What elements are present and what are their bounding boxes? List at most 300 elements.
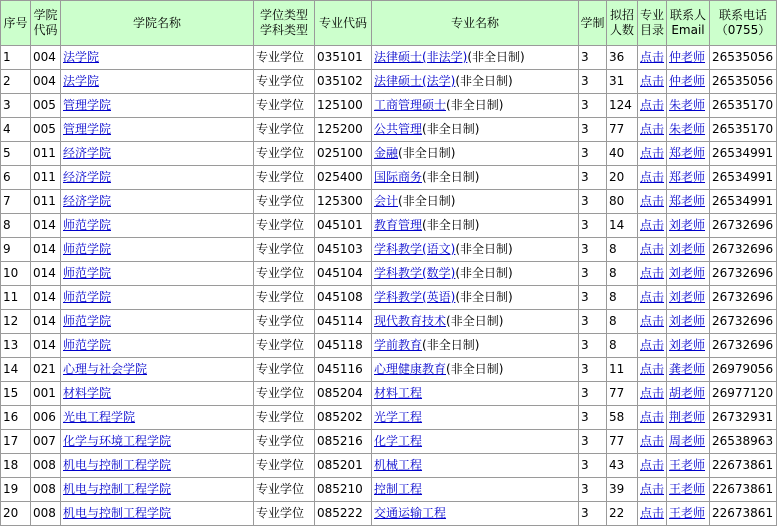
table-row — [1, 166, 777, 190]
major-link[interactable]: 交通运输工程 — [374, 506, 447, 520]
row-phone: 26535056 — [710, 70, 777, 94]
row-major-name-cell — [372, 454, 579, 478]
row-major-name-cell — [372, 358, 579, 382]
row-degree-type: 专业学位 — [254, 142, 315, 166]
table-row — [1, 334, 777, 358]
contact-email-link[interactable]: 王老师 — [669, 458, 706, 472]
table-row — [1, 118, 777, 142]
header-college-code-line2: 代码 — [33, 23, 58, 37]
row-contact-cell — [667, 502, 710, 526]
row-college-name-cell — [61, 70, 254, 94]
row-degree-type: 专业学位 — [254, 406, 315, 430]
row-catalog-cell — [638, 262, 667, 286]
major-note: (非全日制) — [455, 266, 513, 280]
row-major-code: 045116 — [315, 358, 372, 382]
header-contact-line1: 联系人 — [669, 8, 706, 22]
table-row — [1, 454, 777, 478]
row-major-name-cell — [372, 382, 579, 406]
row-catalog-cell — [638, 70, 667, 94]
row-phone: 26732696 — [710, 214, 777, 238]
row-no: 20 — [1, 502, 31, 526]
contact-email-link[interactable]: 周老师 — [669, 434, 706, 448]
college-link[interactable]: 师范学院 — [63, 218, 112, 232]
row-college-name-cell — [61, 430, 254, 454]
catalog-link[interactable]: 点击 — [640, 362, 665, 376]
row-no: 7 — [1, 190, 31, 214]
row-catalog-cell — [638, 118, 667, 142]
major-link[interactable]: 材料工程 — [374, 386, 423, 400]
contact-email-link[interactable]: 刘老师 — [669, 266, 706, 280]
header-no: 序号 — [1, 1, 31, 46]
major-link[interactable]: 教育管理 — [374, 218, 423, 232]
contact-email-link[interactable]: 王老师 — [669, 482, 706, 496]
contact-email-link[interactable]: 刘老师 — [669, 242, 706, 256]
row-major-name-cell — [372, 310, 579, 334]
row-phone: 22673861 — [710, 502, 777, 526]
major-link[interactable]: 法律硕士(法学) — [374, 74, 456, 88]
college-link[interactable]: 师范学院 — [63, 266, 112, 280]
row-no: 1 — [1, 46, 31, 70]
row-major-code: 045118 — [315, 334, 372, 358]
catalog-link[interactable]: 点击 — [640, 386, 665, 400]
row-contact-cell — [667, 190, 710, 214]
major-link[interactable]: 机械工程 — [374, 458, 423, 472]
row-enroll: 77 — [607, 118, 638, 142]
catalog-link[interactable]: 点击 — [640, 242, 665, 256]
row-years: 3 — [579, 70, 607, 94]
row-enroll: 58 — [607, 406, 638, 430]
catalog-link[interactable]: 点击 — [640, 338, 665, 352]
header-enroll-line2: 人数 — [609, 23, 634, 37]
row-enroll: 22 — [607, 502, 638, 526]
college-link[interactable]: 师范学院 — [63, 314, 112, 328]
catalog-link[interactable]: 点击 — [640, 410, 665, 424]
contact-email-link[interactable]: 荆老师 — [669, 410, 706, 424]
row-catalog-cell — [638, 406, 667, 430]
table-row — [1, 70, 777, 94]
header-college-code — [31, 1, 61, 46]
header-college-code-line1: 学院 — [33, 8, 58, 22]
row-no: 9 — [1, 238, 31, 262]
major-link[interactable]: 法律硕士(非法学) — [374, 50, 468, 64]
catalog-link[interactable]: 点击 — [640, 290, 665, 304]
row-major-code: 085216 — [315, 430, 372, 454]
contact-email-link[interactable]: 仲老师 — [669, 50, 706, 64]
row-catalog-cell — [638, 190, 667, 214]
college-link[interactable]: 经济学院 — [63, 170, 112, 184]
row-college-code: 001 — [31, 382, 61, 406]
row-no: 8 — [1, 214, 31, 238]
row-degree-type: 专业学位 — [254, 430, 315, 454]
row-years: 3 — [579, 430, 607, 454]
row-major-code: 035101 — [315, 46, 372, 70]
row-enroll: 14 — [607, 214, 638, 238]
row-college-code: 008 — [31, 502, 61, 526]
row-major-name-cell — [372, 214, 579, 238]
catalog-link[interactable]: 点击 — [640, 122, 665, 136]
row-major-code: 045108 — [315, 286, 372, 310]
row-degree-type: 专业学位 — [254, 286, 315, 310]
row-contact-cell — [667, 310, 710, 334]
header-enroll — [607, 1, 638, 46]
row-years: 3 — [579, 454, 607, 478]
row-major-code: 045103 — [315, 238, 372, 262]
header-major-code: 专业代码 — [315, 1, 372, 46]
row-no: 6 — [1, 166, 31, 190]
row-contact-cell — [667, 382, 710, 406]
contact-email-link[interactable]: 仲老师 — [669, 74, 706, 88]
college-link[interactable]: 机电与控制工程学院 — [63, 506, 172, 520]
row-college-name-cell — [61, 478, 254, 502]
row-contact-cell — [667, 406, 710, 430]
row-degree-type: 专业学位 — [254, 166, 315, 190]
catalog-link[interactable]: 点击 — [640, 98, 665, 112]
row-degree-type: 专业学位 — [254, 238, 315, 262]
college-link[interactable]: 法学院 — [63, 50, 100, 64]
table-row — [1, 214, 777, 238]
row-college-name-cell — [61, 214, 254, 238]
row-contact-cell — [667, 142, 710, 166]
row-degree-type: 专业学位 — [254, 118, 315, 142]
row-major-name-cell — [372, 478, 579, 502]
row-catalog-cell — [638, 142, 667, 166]
row-enroll: 124 — [607, 94, 638, 118]
row-contact-cell — [667, 358, 710, 382]
table-row — [1, 46, 777, 70]
row-college-code: 011 — [31, 142, 61, 166]
major-note: (非全日制) — [446, 362, 504, 376]
row-no: 18 — [1, 454, 31, 478]
contact-email-link[interactable]: 刘老师 — [669, 218, 706, 232]
row-years: 3 — [579, 478, 607, 502]
row-major-code: 025400 — [315, 166, 372, 190]
row-major-code: 085202 — [315, 406, 372, 430]
catalog-link[interactable]: 点击 — [640, 458, 665, 472]
row-degree-type: 专业学位 — [254, 478, 315, 502]
major-note: (非全日制) — [398, 194, 456, 208]
table-row — [1, 382, 777, 406]
row-major-code: 025100 — [315, 142, 372, 166]
row-enroll: 36 — [607, 46, 638, 70]
header-catalog-line1: 专业 — [639, 8, 664, 22]
catalog-link[interactable]: 点击 — [640, 50, 665, 64]
college-link[interactable]: 师范学院 — [63, 338, 112, 352]
major-link[interactable]: 学科教学(数学) — [374, 266, 456, 280]
row-contact-cell — [667, 334, 710, 358]
contact-email-link[interactable]: 刘老师 — [669, 314, 706, 328]
row-no: 16 — [1, 406, 31, 430]
row-college-code: 014 — [31, 310, 61, 334]
row-major-code: 085204 — [315, 382, 372, 406]
row-phone: 26979056 — [710, 358, 777, 382]
row-enroll: 8 — [607, 262, 638, 286]
row-years: 3 — [579, 262, 607, 286]
row-years: 3 — [579, 286, 607, 310]
row-enroll: 8 — [607, 238, 638, 262]
header-major-name: 专业名称 — [372, 1, 579, 46]
row-college-code: 014 — [31, 262, 61, 286]
row-college-code: 006 — [31, 406, 61, 430]
row-enroll: 77 — [607, 382, 638, 406]
row-no: 11 — [1, 286, 31, 310]
row-catalog-cell — [638, 46, 667, 70]
table-row — [1, 478, 777, 502]
college-link[interactable]: 师范学院 — [63, 242, 112, 256]
major-note: (非全日制) — [422, 170, 480, 184]
table-header — [1, 1, 777, 46]
major-link[interactable]: 公共管理 — [374, 122, 423, 136]
row-major-name-cell — [372, 94, 579, 118]
major-link[interactable]: 工商管理硕士 — [374, 98, 447, 112]
row-no: 14 — [1, 358, 31, 382]
row-catalog-cell — [638, 238, 667, 262]
contact-email-link[interactable]: 郑老师 — [669, 194, 706, 208]
row-contact-cell — [667, 166, 710, 190]
row-major-name-cell — [372, 262, 579, 286]
college-link[interactable]: 法学院 — [63, 74, 100, 88]
catalog-link[interactable]: 点击 — [640, 74, 665, 88]
row-catalog-cell — [638, 310, 667, 334]
contact-email-link[interactable]: 郑老师 — [669, 170, 706, 184]
contact-email-link[interactable]: 胡老师 — [669, 386, 706, 400]
contact-email-link[interactable]: 朱老师 — [669, 98, 706, 112]
major-link[interactable]: 金融 — [374, 146, 399, 160]
row-major-code: 125300 — [315, 190, 372, 214]
contact-email-link[interactable]: 龚老师 — [669, 362, 706, 376]
row-years: 3 — [579, 358, 607, 382]
row-contact-cell — [667, 286, 710, 310]
row-phone: 26534991 — [710, 166, 777, 190]
row-college-name-cell — [61, 46, 254, 70]
row-major-name-cell — [372, 46, 579, 70]
catalog-link[interactable]: 点击 — [640, 194, 665, 208]
row-major-name-cell — [372, 334, 579, 358]
row-major-code: 125200 — [315, 118, 372, 142]
table-row — [1, 406, 777, 430]
row-major-name-cell — [372, 406, 579, 430]
row-major-name-cell — [372, 166, 579, 190]
row-degree-type: 专业学位 — [254, 70, 315, 94]
catalog-link[interactable]: 点击 — [640, 434, 665, 448]
row-major-code: 085222 — [315, 502, 372, 526]
row-years: 3 — [579, 118, 607, 142]
row-college-name-cell — [61, 310, 254, 334]
row-contact-cell — [667, 46, 710, 70]
row-college-name-cell — [61, 238, 254, 262]
row-no: 2 — [1, 70, 31, 94]
row-phone: 26732696 — [710, 310, 777, 334]
row-college-name-cell — [61, 190, 254, 214]
college-link[interactable]: 管理学院 — [63, 122, 112, 136]
row-college-code: 014 — [31, 286, 61, 310]
catalog-link[interactable]: 点击 — [640, 314, 665, 328]
row-contact-cell — [667, 214, 710, 238]
contact-email-link[interactable]: 刘老师 — [669, 338, 706, 352]
catalog-link[interactable]: 点击 — [640, 482, 665, 496]
header-college-name: 学院名称 — [61, 1, 254, 46]
catalog-link[interactable]: 点击 — [640, 218, 665, 232]
row-college-name-cell — [61, 406, 254, 430]
catalog-link[interactable]: 点击 — [640, 266, 665, 280]
table-row — [1, 310, 777, 334]
row-enroll: 43 — [607, 454, 638, 478]
table-row — [1, 358, 777, 382]
header-phone-line1: 联系电话 — [718, 8, 767, 22]
row-degree-type: 专业学位 — [254, 310, 315, 334]
row-years: 3 — [579, 334, 607, 358]
row-major-name-cell — [372, 70, 579, 94]
college-link[interactable]: 师范学院 — [63, 290, 112, 304]
table-row — [1, 262, 777, 286]
major-link[interactable]: 控制工程 — [374, 482, 423, 496]
header-phone-line2: （0755） — [715, 23, 771, 37]
major-link[interactable]: 化学工程 — [374, 434, 423, 448]
row-enroll: 31 — [607, 70, 638, 94]
major-link[interactable]: 学科教学(英语) — [374, 290, 456, 304]
row-college-code: 008 — [31, 454, 61, 478]
row-contact-cell — [667, 94, 710, 118]
row-college-code: 011 — [31, 190, 61, 214]
row-phone: 22673861 — [710, 478, 777, 502]
row-years: 3 — [579, 166, 607, 190]
row-phone: 26535170 — [710, 118, 777, 142]
row-phone: 26977120 — [710, 382, 777, 406]
college-link[interactable]: 经济学院 — [63, 146, 112, 160]
header-enroll-line1: 拟招 — [609, 8, 634, 22]
row-degree-type: 专业学位 — [254, 46, 315, 70]
college-link[interactable]: 心理与社会学院 — [63, 362, 148, 376]
row-major-code: 045104 — [315, 262, 372, 286]
row-enroll: 8 — [607, 310, 638, 334]
row-catalog-cell — [638, 214, 667, 238]
row-catalog-cell — [638, 454, 667, 478]
header-contact — [667, 1, 710, 46]
major-note: (非全日制) — [422, 122, 480, 136]
row-college-code: 004 — [31, 70, 61, 94]
header-degree-type-line1: 学位类型 — [259, 8, 308, 22]
row-enroll: 20 — [607, 166, 638, 190]
college-link[interactable]: 机电与控制工程学院 — [63, 458, 172, 472]
college-link[interactable]: 管理学院 — [63, 98, 112, 112]
row-major-name-cell — [372, 190, 579, 214]
row-college-code: 011 — [31, 166, 61, 190]
table-row — [1, 142, 777, 166]
major-note: (非全日制) — [398, 146, 456, 160]
row-degree-type: 专业学位 — [254, 334, 315, 358]
row-no: 13 — [1, 334, 31, 358]
catalog-link[interactable]: 点击 — [640, 146, 665, 160]
major-link[interactable]: 国际商务 — [374, 170, 423, 184]
major-note: (非全日制) — [422, 218, 480, 232]
contact-email-link[interactable]: 王老师 — [669, 506, 706, 520]
contact-email-link[interactable]: 朱老师 — [669, 122, 706, 136]
row-college-name-cell — [61, 334, 254, 358]
row-enroll: 77 — [607, 430, 638, 454]
row-college-name-cell — [61, 382, 254, 406]
table-row — [1, 502, 777, 526]
contact-email-link[interactable]: 刘老师 — [669, 290, 706, 304]
major-note: (非全日制) — [455, 290, 513, 304]
row-catalog-cell — [638, 478, 667, 502]
row-catalog-cell — [638, 382, 667, 406]
row-degree-type: 专业学位 — [254, 382, 315, 406]
row-major-code: 085201 — [315, 454, 372, 478]
major-link[interactable]: 光学工程 — [374, 410, 423, 424]
row-college-name-cell — [61, 142, 254, 166]
row-phone: 22673861 — [710, 454, 777, 478]
college-link[interactable]: 经济学院 — [63, 194, 112, 208]
major-link[interactable]: 会计 — [374, 194, 399, 208]
major-link[interactable]: 心理健康教育 — [374, 362, 447, 376]
row-years: 3 — [579, 46, 607, 70]
row-college-name-cell — [61, 286, 254, 310]
row-phone: 26535056 — [710, 46, 777, 70]
row-enroll: 39 — [607, 478, 638, 502]
row-years: 3 — [579, 310, 607, 334]
row-years: 3 — [579, 502, 607, 526]
header-phone — [710, 1, 777, 46]
catalog-link[interactable]: 点击 — [640, 506, 665, 520]
row-major-code: 085210 — [315, 478, 372, 502]
college-link[interactable]: 机电与控制工程学院 — [63, 482, 172, 496]
major-note: (非全日制) — [455, 74, 513, 88]
row-major-name-cell — [372, 286, 579, 310]
row-enroll: 8 — [607, 334, 638, 358]
row-college-code: 014 — [31, 214, 61, 238]
row-catalog-cell — [638, 166, 667, 190]
college-link[interactable]: 材料学院 — [63, 386, 112, 400]
row-college-name-cell — [61, 358, 254, 382]
row-no: 19 — [1, 478, 31, 502]
row-phone: 26732696 — [710, 238, 777, 262]
row-college-code: 007 — [31, 430, 61, 454]
row-degree-type: 专业学位 — [254, 262, 315, 286]
row-college-code: 014 — [31, 334, 61, 358]
row-college-name-cell — [61, 118, 254, 142]
row-no: 15 — [1, 382, 31, 406]
row-degree-type: 专业学位 — [254, 358, 315, 382]
row-enroll: 8 — [607, 286, 638, 310]
major-link[interactable]: 现代教育技术 — [374, 314, 447, 328]
header-contact-line2: Email — [671, 23, 705, 37]
catalog-link[interactable]: 点击 — [640, 170, 665, 184]
major-note: (非全日制) — [422, 338, 480, 352]
row-degree-type: 专业学位 — [254, 190, 315, 214]
major-link[interactable]: 学前教育 — [374, 338, 423, 352]
row-years: 3 — [579, 214, 607, 238]
college-link[interactable]: 光电工程学院 — [63, 410, 136, 424]
row-phone: 26732931 — [710, 406, 777, 430]
row-major-name-cell — [372, 502, 579, 526]
row-years: 3 — [579, 238, 607, 262]
row-major-name-cell — [372, 118, 579, 142]
row-contact-cell — [667, 478, 710, 502]
row-catalog-cell — [638, 334, 667, 358]
row-college-code: 005 — [31, 94, 61, 118]
row-years: 3 — [579, 406, 607, 430]
row-catalog-cell — [638, 430, 667, 454]
header-catalog — [638, 1, 667, 46]
row-degree-type: 专业学位 — [254, 454, 315, 478]
row-contact-cell — [667, 70, 710, 94]
contact-email-link[interactable]: 郑老师 — [669, 146, 706, 160]
college-link[interactable]: 化学与环境工程学院 — [63, 434, 172, 448]
table-row — [1, 94, 777, 118]
row-years: 3 — [579, 190, 607, 214]
major-link[interactable]: 学科教学(语文) — [374, 242, 456, 256]
row-phone: 26534991 — [710, 142, 777, 166]
row-contact-cell — [667, 430, 710, 454]
